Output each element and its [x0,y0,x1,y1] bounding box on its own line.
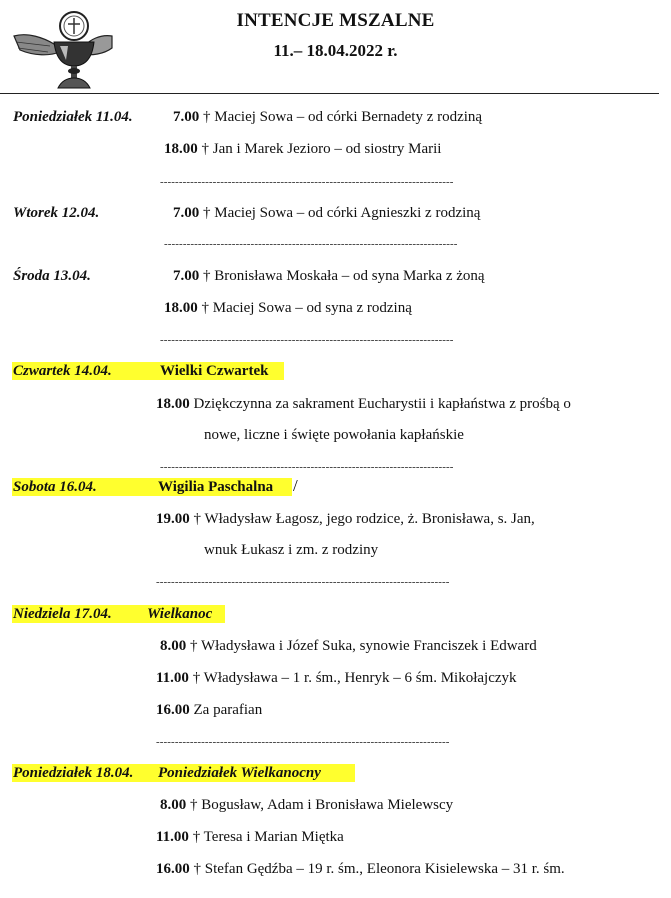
mass-time: 7.00 [173,109,200,125]
day-label-sun: Niedziela 17.04. [13,606,112,622]
day-highlight [12,478,292,496]
section-divider: ------------------------------------------------------------------------------ [156,736,450,748]
day-header-mon2 [12,764,355,782]
mass-entry [156,860,565,878]
mass-intention: Dziękczynna za sakrament Eucharystii i kapłaństwa z prośbą o [193,396,571,412]
mass-time: 8.00 [160,797,187,813]
mass-time: 7.00 [173,205,200,221]
mass-entry [160,796,453,814]
day-header-thu [12,362,284,380]
mass-intention: † Władysława – 1 r. śm., Henryk – 6 śm. Mikołajczyk [192,670,517,686]
day-label-mon2: Poniedziałek 18.04. [13,765,134,781]
section-divider: ------------------------------------------------------------------------------ [160,461,454,473]
mass-time: 19.00 [156,511,190,527]
day-highlight [12,605,225,623]
mass-entry [164,140,441,158]
mass-time: 8.00 [160,638,187,654]
slash-mark: / [293,476,298,495]
mass-entry [173,267,485,285]
day-label-thu: Czwartek 14.04. [13,363,112,379]
mass-time: 18.00 [156,396,190,412]
mass-intention: † Teresa i Marian Miętka [192,829,344,845]
day-header-sat [12,476,298,496]
day-label-mon: Poniedziałek 11.04. [13,109,133,125]
section-divider: ------------------------------------------------------------------------------ [160,334,454,346]
header-divider [0,93,659,94]
feast-name: Wigilia Paschalna [158,479,274,495]
mass-intention-cont: nowe, liczne i święte powołania kapłańskie [204,427,464,443]
section-divider: ------------------------------------------------------------------------------ [164,238,458,250]
day-label-wed: Środa 13.04. [13,268,91,284]
feast-name: Wielkanoc [147,606,213,622]
mass-intention: † Jan i Marek Jezioro – od siostry Marii [201,141,442,157]
mass-time: 18.00 [164,300,198,316]
day-header-sun [12,605,225,623]
mass-intention: † Bronisława Moskała – od syna Marka z żoną [203,268,485,284]
mass-entry [173,204,480,222]
feast-name: Wielki Czwartek [160,363,269,379]
mass-intention: † Maciej Sowa – od córki Bernadety z rodziną [203,109,483,125]
day-label-sat: Sobota 16.04. [13,479,97,495]
mass-time: 18.00 [164,141,198,157]
mass-entry [156,510,535,528]
mass-time: 7.00 [173,268,200,284]
mass-intention: † Władysława i Józef Suka, synowie Franciszek i Edward [190,638,537,654]
day-highlight [12,362,284,380]
mass-time: 16.00 [156,861,190,877]
mass-entry [164,299,412,317]
mass-intention: † Bogusław, Adam i Bronisława Mielewscy [190,797,454,813]
mass-entry [156,828,344,846]
mass-entry [156,701,262,719]
mass-time: 11.00 [156,670,189,686]
section-divider: ------------------------------------------------------------------------------ [156,576,450,588]
mass-intention: † Stefan Gędźba – 19 r. śm., Eleonora Kisielewska – 31 r. śm. [193,861,565,877]
mass-intention: Za parafian [193,702,263,718]
mass-intention: † Maciej Sowa – od córki Agnieszki z rodziną [203,205,481,221]
mass-intention: † Władysław Łagosz, jego rodzice, ż. Bronisława, s. Jan, [193,511,535,527]
mass-time: 11.00 [156,829,189,845]
mass-intention-cont: wnuk Łukasz i zm. z rodziny [204,542,379,558]
date-range: 11.– 18.04.2022 r. [273,41,398,60]
mass-entry [173,108,482,126]
mass-intention: † Maciej Sowa – od syna z rodziną [201,300,412,316]
feast-name: Poniedziałek Wielkanocny [158,765,321,781]
page-title: INTENCJE MSZALNE [236,10,435,31]
mass-entry [160,637,537,655]
mass-entry [156,669,517,687]
mass-time: 16.00 [156,702,190,718]
mass-entry [156,395,571,413]
day-highlight [12,764,355,782]
day-label-tue: Wtorek 12.04. [13,205,100,221]
section-divider: ------------------------------------------------------------------------------ [160,176,454,188]
